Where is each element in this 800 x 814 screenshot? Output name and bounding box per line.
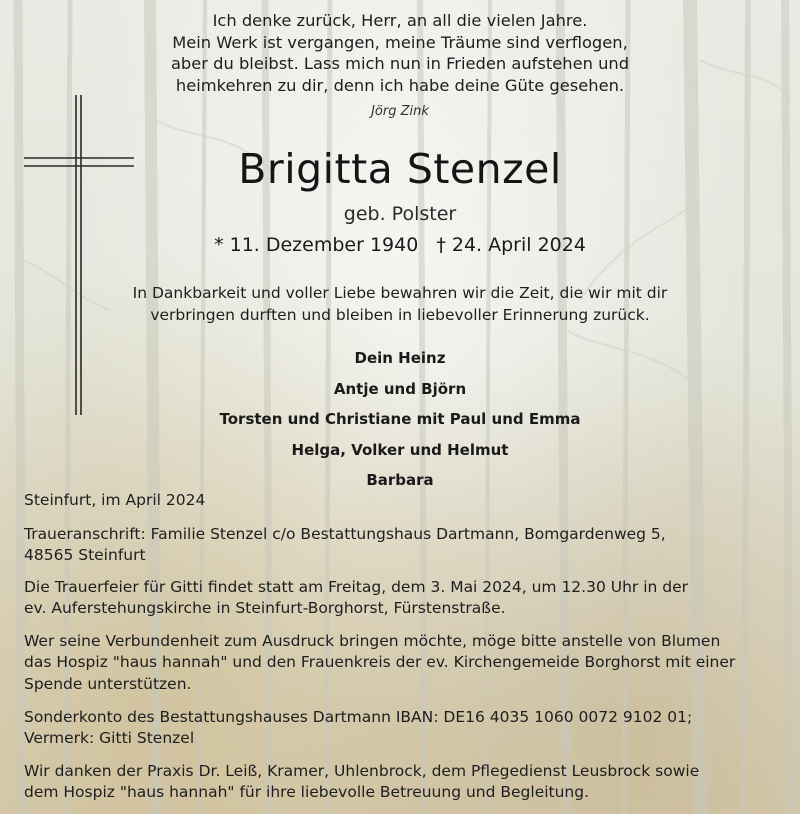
poem-line: aber du bleibst. Lass mich nun in Frieden aufstehen und [170, 54, 630, 74]
thanks-line: In Dankbarkeit und voller Liebe bewahren wir die Zeit, die wir mit dir [132, 284, 668, 302]
donation-request [24, 631, 784, 695]
death-date: † 24. April 2024 [436, 234, 586, 256]
life-dates [0, 234, 800, 256]
family-member: Dein Heinz [354, 349, 446, 367]
family-member: Antje und Björn [333, 379, 467, 398]
birth-date: * 11. Dezember 1940 [214, 234, 419, 256]
account-line: Sonderkonto des Bestattungshauses Dartmann IBAN: DE16 4035 1060 0072 9102 01; [24, 708, 693, 726]
account-line: Vermerk: Gitti Stenzel [24, 729, 195, 748]
ceremony-line: Die Trauerfeier für Gitti findet statt am Freitag, dem 3. Mai 2024, um 12.30 Uhr in der [24, 578, 689, 596]
donation-line: Wer seine Verbundenheit zum Ausdruck bringen möchte, möge bitte anstelle von Blumen [24, 632, 721, 650]
poem-line: heimkehren zu dir, denn ich habe deine Güte gesehen. [175, 75, 625, 95]
address-line: 48565 Steinfurt [24, 546, 146, 565]
maiden-name: geb. Polster [343, 203, 457, 225]
ceremony-line: ev. Auferstehungskirche in Steinfurt-Borghorst, Fürstenstraße. [24, 599, 506, 618]
family-list [0, 343, 800, 496]
ceremony-info [24, 577, 784, 620]
gratitude-line: dem Hospiz "haus hannah" für ihre liebevolle Betreuung und Begleitung. [24, 783, 590, 802]
gratitude-line: Wir danken der Praxis Dr. Leiß, Kramer, Uhlenbrock, dem Pflegedienst Leusbrock sowie [24, 762, 700, 780]
thanks-line: verbringen durften und bleiben in liebevoller Erinnerung zurück. [150, 305, 650, 324]
poem-line: Mein Werk ist vergangen, meine Träume sind verflogen, [172, 32, 628, 52]
family-member: Barbara [366, 471, 434, 489]
family-member: Helga, Volker und Helmut [291, 440, 509, 459]
poem-line: Ich denke zurück, Herr, an all die vielen Jahre. [212, 11, 588, 30]
address-line: Traueranschrift: Familie Stenzel c/o Bestattungshaus Dartmann, Bomgardenweg 5, [24, 525, 666, 543]
gratitude-note [24, 761, 784, 804]
family-member: Torsten und Christiane mit Paul und Emma [219, 410, 581, 428]
bank-account [24, 707, 784, 750]
mourning-address [24, 524, 784, 567]
deceased-name: Brigitta Stenzel [238, 145, 562, 193]
place-date: Steinfurt, im April 2024 [24, 491, 206, 509]
donation-line: Spende unterstützen. [24, 674, 192, 693]
thanks-text [0, 283, 800, 326]
donation-line: das Hospiz "haus hannah" und den Frauenkreis der ev. Kirchengemeide Borghorst mit einer [24, 653, 736, 672]
poem [0, 10, 800, 96]
poem-author: Jörg Zink [371, 104, 429, 119]
